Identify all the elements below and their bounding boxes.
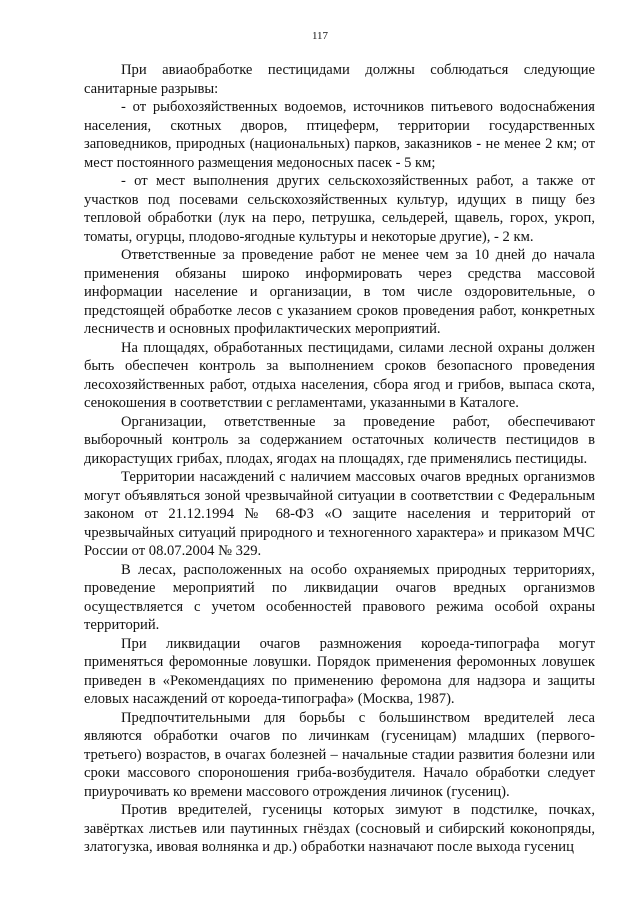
page-number: 117 (311, 30, 329, 42)
paragraph-sanitary-gaps-intro: При авиаобработке пестицидами должны соблюдаться следующие санитарные разрывы: (84, 62, 595, 97)
paragraph-water-bodies-gap: - от рыбохозяйственных водоемов, источников питьевого водоснабжения населения, скотных дворов, птицеферм, территории государственных заповедников, природных (национальных) парков, заказников - не менее 2 км; от мест постоянного размещения медоносных пасек - 5 км; (84, 99, 595, 171)
paragraph-pheromone-traps: При ликвидации очагов размножения короеда-типографа могут применяться феромонные ловушки. Порядок применения феромонных ловушек приведен в «Рекомендациях по применению феромона для надзора и защиты еловых насаждений от короеда-типографа» (Москва, 1987). (84, 635, 595, 707)
paragraph-residue-control: Организации, ответственные за проведение работ, обеспечивают выборочный контроль за содержанием остаточных количеств пестицидов в дикорастущих грибах, плодах, ягодах на площадях, где применялись пестициды. (84, 413, 595, 467)
paragraph-forest-guard-control: На площадях, обработанных пестицидами, силами лесной охраны должен быть обеспечен контроль за выполнением сроков безопасного проведения лесохозяйственных работ, отдыха населения, сбора ягод и грибов, выпаса скота, сенокошения в соответствии с регламентами, указанными в Каталоге. (84, 339, 595, 411)
paragraph-emergency-zone: Территории насаждений с наличием массовых очагов вредных организмов могут объявляться зоной чрезвычайной ситуации в соответствии с Федеральным законом от 21.12.1994 № 68-ФЗ «О защите населения и территорий от чрезвычайных ситуаций природного и техногенного характера» и приказом МЧС России от 08.07.2004 № 329. (84, 469, 595, 559)
paragraph-protected-areas: В лесах, расположенных на особо охраняемых природных территориях, проведение мероприятий по ликвидации очагов вредных организмов осуществляется с учетом особенностей правового режима особой охраны территорий. (84, 561, 595, 633)
paragraph-public-information: Ответственные за проведение работ не менее чем за 10 дней до начала применения обязаны широко информировать через средства массовой информации население и организации, в том числе оздоровительные, о предстоящей обработке лесов с указанием сроков проведения работ, конкретных лесничеств и основных профилактических мероприятий. (84, 247, 595, 337)
paragraph-farm-works-gap: - от мест выполнения других сельскохозяйственных работ, а также от участков под посевами сельскохозяйственных культур, идущих в пищу без тепловой обработки (лук на перо, петрушка, сельдерей, щавель, горох, укроп, томаты, огурцы, плодово-ягодные культуры и некоторые другие), - 2 км. (84, 173, 595, 245)
paragraph-treatment-timing: Предпочтительными для борьбы с большинством вредителей леса являются обработки очагов по личинкам (гусеницам) младших (первого-третьего) возрастов, в очагах болезней – начальные стадии развития болезни или сроки массового спороношения гриба-возбудителя. Начало обработки следует приурочивать ко времени массового отрождения личинок (гусениц). (84, 709, 595, 800)
document-body (84, 61, 595, 857)
paragraph-overwintering-pests: Против вредителей, гусеницы которых зимуют в подстилке, почках, завёртках листьев или паутинных гнёздах (сосновый и сибирский коконопряды, златогузка, ивовая волнянка и др.) обработки назначают после выхода гусениц (84, 802, 595, 855)
